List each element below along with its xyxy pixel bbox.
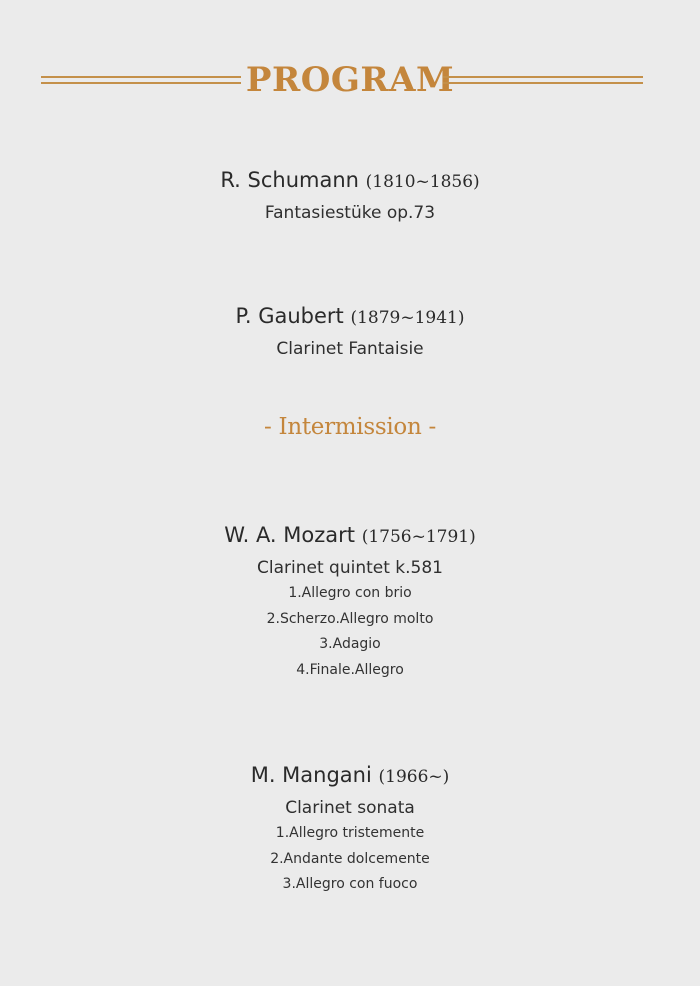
composer-line	[0, 761, 700, 791]
program-item-mangani	[0, 761, 700, 898]
work-title: Clarinet Fantaisie	[276, 339, 424, 359]
movement-item: 4.Finale.Allegro	[296, 661, 404, 678]
work-title: Clarinet sonata	[285, 798, 415, 818]
movement-item: 1.Allegro tristemente	[275, 825, 425, 841]
composer-name: P. Gaubert	[235, 304, 344, 328]
movement-item: 3.Allegro con fuoco	[282, 876, 418, 892]
composer-years: (1810~1856)	[365, 172, 480, 192]
program-header	[0, 56, 700, 104]
program-item-gaubert	[0, 302, 700, 362]
composer-line	[0, 166, 700, 196]
composer-years: (1756~1791)	[361, 527, 476, 547]
composer-line	[0, 302, 700, 332]
composer-name: W. A. Mozart	[224, 523, 356, 547]
composer-name: M. Mangani	[250, 763, 372, 787]
program-item-mozart	[0, 521, 700, 683]
composer-years: (1966~)	[378, 767, 450, 787]
movement-item: 2.Scherzo.Allegro molto	[266, 610, 434, 627]
movement-item: 3.Adagio	[319, 636, 381, 652]
intermission-label: - Intermission -	[264, 414, 436, 440]
program-item-schumann	[0, 166, 700, 226]
page-title: PROGRAM	[245, 60, 455, 100]
movement-item: 2.Andante dolcemente	[270, 850, 430, 867]
work-title: Clarinet quintet k.581	[257, 558, 443, 578]
right-double-rule	[443, 76, 643, 84]
work-title: Fantasiestüke op.73	[264, 203, 436, 223]
movement-item: 1.Allegro con brio	[288, 585, 412, 601]
composer-line	[0, 521, 700, 551]
composer-years: (1879~1941)	[350, 308, 465, 328]
composer-name: R. Schumann	[220, 168, 359, 192]
